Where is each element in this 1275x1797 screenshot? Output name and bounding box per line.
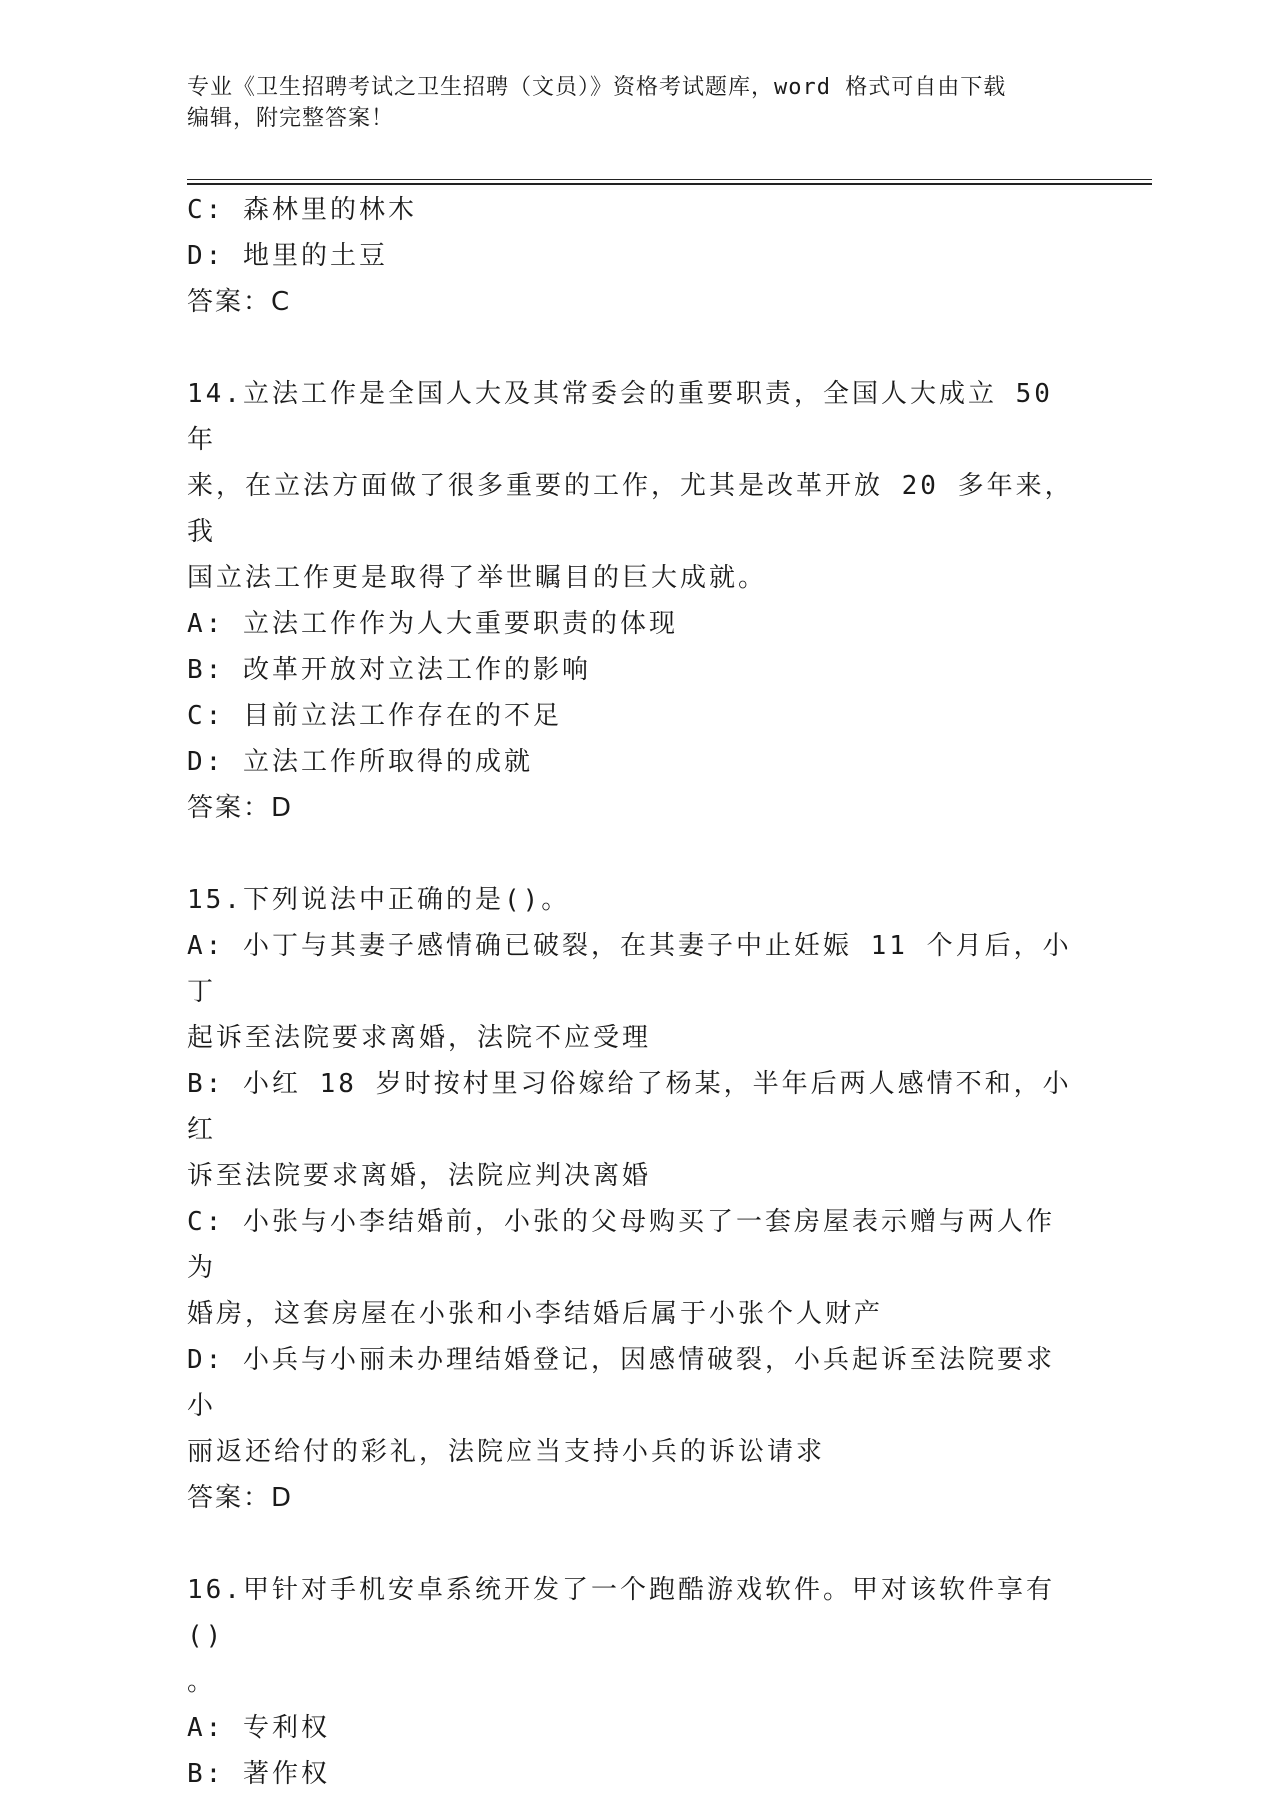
q16-stem-line-1: 16.甲针对手机安卓系统开发了一个跑酷游戏软件。甲对该软件享有(): [187, 1575, 1055, 1651]
q13-option-c: C: 森林里的林木: [187, 195, 417, 225]
header-title-line-2: 编辑，附完整答案！: [187, 106, 395, 131]
q16-option-b: B: 著作权: [187, 1759, 330, 1789]
q16-stem-line-2: 。: [187, 1667, 217, 1697]
q13-option-d: D: 地里的土豆: [187, 241, 388, 271]
question-13-tail: [187, 187, 1077, 325]
q14-option-d: D: 立法工作所取得的成就: [187, 747, 533, 777]
q15-stem: 15.下列说法中正确的是()。: [187, 885, 571, 915]
q14-stem-line-2: 来，在立法方面做了很多重要的工作，尤其是改革开放 20 多年来，我: [187, 471, 1074, 547]
q14-stem-line-1: 14.立法工作是全国人大及其常委会的重要职责，全国人大成立 50 年: [187, 379, 1072, 455]
q15-answer: 答案：D: [187, 1483, 294, 1513]
header-rule-thin: [187, 179, 1152, 180]
q15-option-d-line-2: 丽返还给付的彩礼，法院应当支持小兵的诉讼请求: [187, 1437, 826, 1467]
q15-option-c-line-2: 婚房，这套房屋在小张和小李结婚后属于小张个人财产: [187, 1299, 884, 1329]
question-15: [187, 877, 1077, 1521]
document-header: [187, 72, 1067, 134]
q14-answer: 答案：D: [187, 793, 294, 823]
q15-option-b-line-1: B: 小红 18 岁时按村里习俗嫁给了杨某，半年后两人感情不和，小红: [187, 1069, 1072, 1145]
question-content: [187, 187, 1077, 1797]
q14-option-b: B: 改革开放对立法工作的影响: [187, 655, 591, 685]
q14-option-a: A: 立法工作作为人大重要职责的体现: [187, 609, 678, 639]
q14-stem-line-3: 国立法工作更是取得了举世瞩目的巨大成就。: [187, 563, 768, 593]
q16-option-a: A: 专利权: [187, 1713, 330, 1743]
q13-answer: 答案：C: [187, 287, 292, 317]
header-title-line-1: 专业《卫生招聘考试之卫生招聘（文员）》资格考试题库，word 格式可自由下载: [187, 75, 1007, 100]
q14-option-c: C: 目前立法工作存在的不足: [187, 701, 562, 731]
question-16: [187, 1567, 1077, 1797]
header-rule-thick: [187, 183, 1152, 185]
q15-option-a-line-2: 起诉至法院要求离婚，法院不应受理: [187, 1023, 652, 1053]
q15-option-a-line-1: A: 小丁与其妻子感情确已破裂，在其妻子中止妊娠 11 个月后，小丁: [187, 931, 1072, 1007]
spacer: [187, 1521, 1077, 1567]
question-14: [187, 371, 1077, 831]
q15-option-d-line-1: D: 小兵与小丽未办理结婚登记，因感情破裂，小兵起诉至法院要求小: [187, 1345, 1055, 1421]
spacer: [187, 831, 1077, 877]
q15-option-b-line-2: 诉至法院要求离婚，法院应判决离婚: [187, 1161, 652, 1191]
q15-option-c-line-1: C: 小张与小李结婚前，小张的父母购买了一套房屋表示赠与两人作为: [187, 1207, 1055, 1283]
spacer: [187, 325, 1077, 371]
